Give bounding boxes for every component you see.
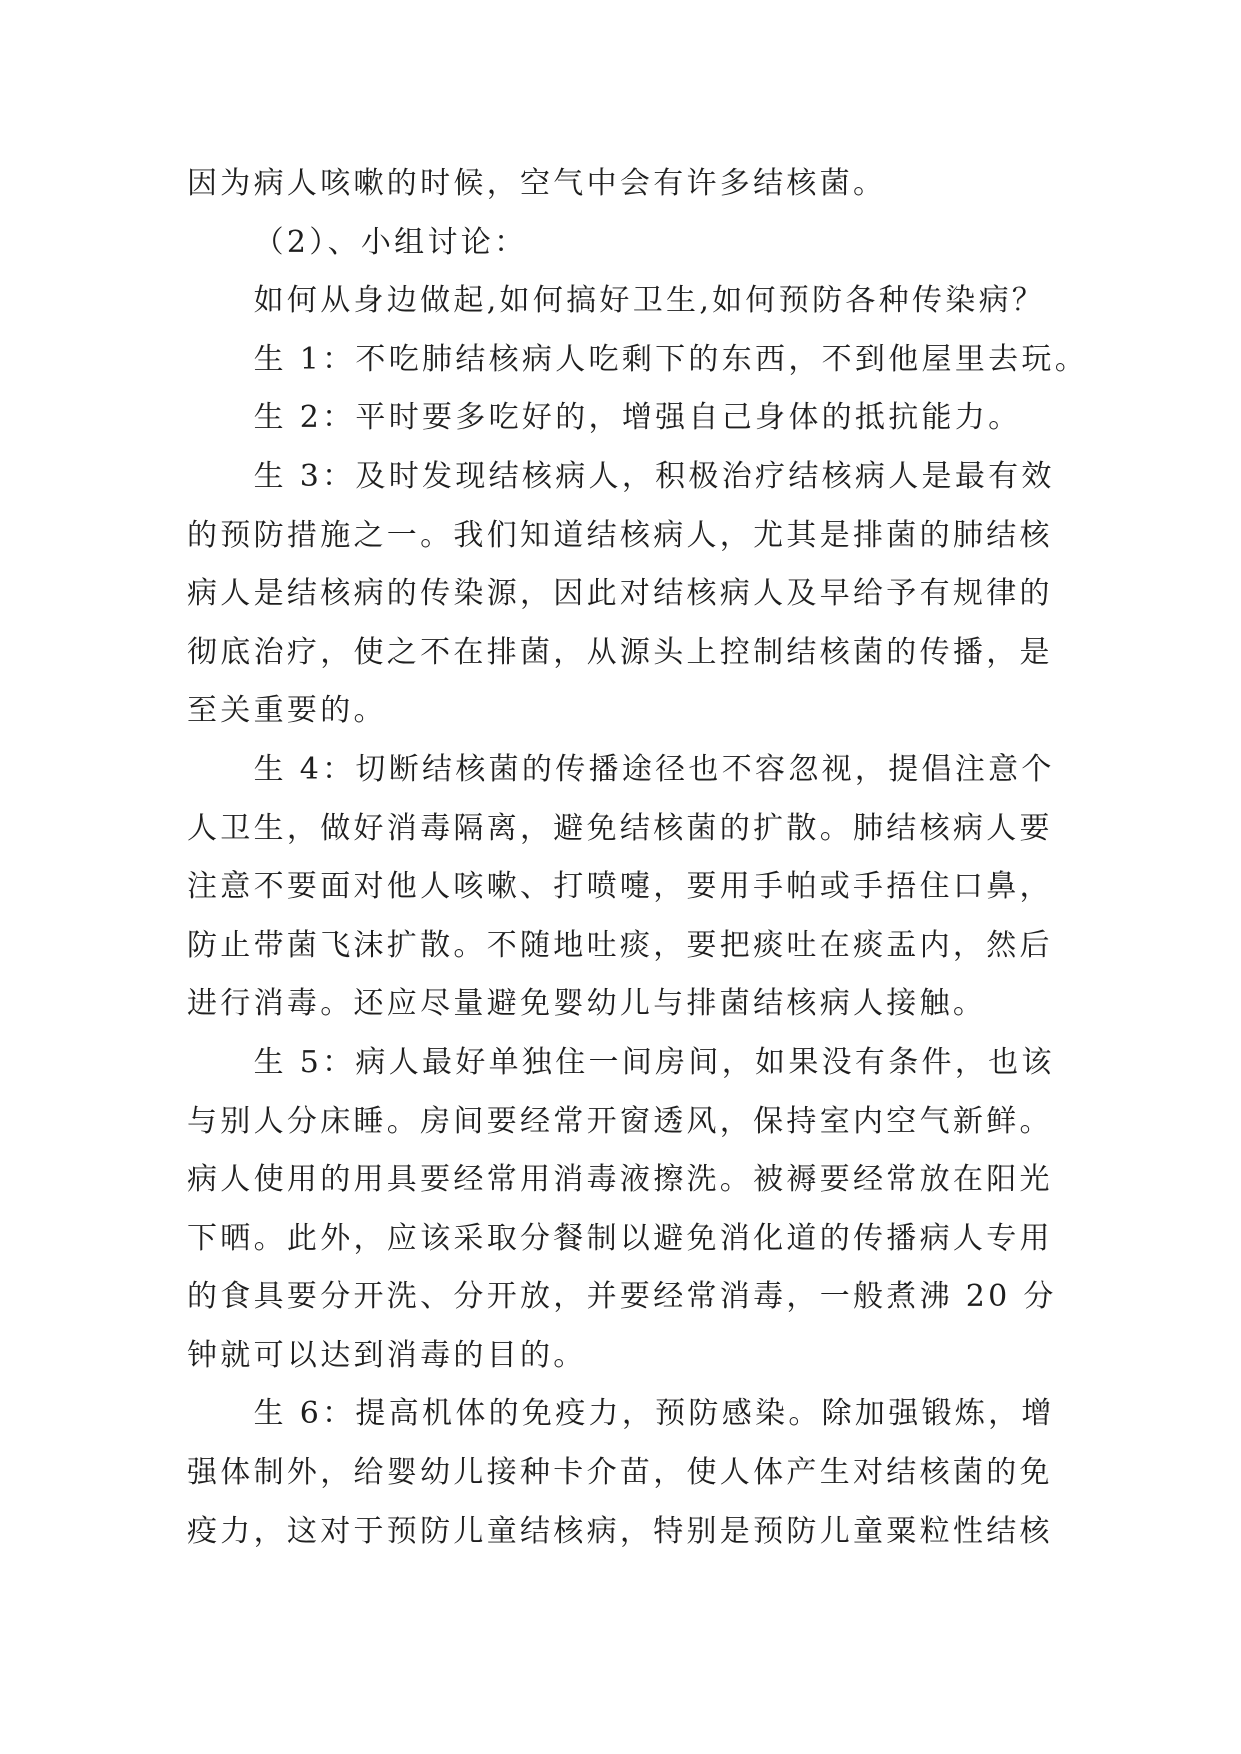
text-line: 生 3：及时发现结核病人，积极治疗结核病人是最有效 — [253, 458, 1055, 494]
text-line: 防止带菌飞沫扩散。不随地吐痰，要把痰吐在痰盂内，然后 — [187, 927, 1053, 963]
student-answer-6 — [187, 1385, 1087, 1561]
text-line: 至关重要的。 — [187, 693, 387, 729]
student-answer-4 — [187, 741, 1087, 1034]
text-line: 进行消毒。还应尽量避免婴幼儿与排菌结核病人接触。 — [187, 986, 987, 1022]
paragraph — [187, 155, 1087, 214]
text-line: 疫力，这对于预防儿童结核病，特别是预防儿童粟粒性结核 — [187, 1513, 1053, 1549]
text-line: 人卫生，做好消毒隔离，避免结核菌的扩散。肺结核病人要 — [187, 810, 1053, 846]
text-line: 生 5：病人最好单独住一间房间，如果没有条件，也该 — [253, 1044, 1055, 1080]
text-line: 病人是结核病的传染源，因此对结核病人及早给予有规律的 — [187, 576, 1053, 612]
text-line: 病人使用的用具要经常用消毒液擦洗。被褥要经常放在阳光 — [187, 1162, 1053, 1198]
text-line: 生 6：提高机体的免疫力，预防感染。除加强锻炼，增 — [253, 1396, 1055, 1432]
text-line: 生 1：不吃肺结核病人吃剩下的东西，不到他屋里去玩。 — [253, 341, 1089, 377]
discussion-question — [187, 272, 1087, 331]
text-line: 与别人分床睡。房间要经常开窗透风，保持室内空气新鲜。 — [187, 1103, 1053, 1139]
text-line: （2）、小组讨论： — [253, 224, 528, 260]
text-line: 如何从身边做起,如何搞好卫生,如何预防各种传染病？ — [253, 283, 1046, 319]
student-answer-5 — [187, 1034, 1087, 1386]
text-line: 注意不要面对他人咳嗽、打喷嚏，要用手帕或手捂住口鼻， — [187, 869, 1053, 905]
text-line: 生 4：切断结核菌的传播途径也不容忽视，提倡注意个 — [253, 751, 1055, 787]
text-line: 的预防措施之一。我们知道结核病人，尤其是排菌的肺结核 — [187, 517, 1053, 553]
document-body — [187, 155, 1087, 1561]
text-line: 强体制外，给婴幼儿接种卡介苗，使人体产生对结核菌的免 — [187, 1455, 1053, 1491]
text-line: 下晒。此外，应该采取分餐制以避免消化道的传播病人专用 — [187, 1220, 1053, 1256]
student-answer-3 — [187, 448, 1087, 741]
section-heading — [187, 214, 1087, 273]
text-line: 因为病人咳嗽的时候，空气中会有许多结核菌。 — [187, 166, 887, 201]
text-line: 生 2：平时要多吃好的，增强自己身体的抵抗能力。 — [253, 400, 1022, 436]
text-line: 钟就可以达到消毒的目的。 — [187, 1337, 587, 1373]
student-answer-2 — [187, 389, 1087, 448]
text-line: 的食具要分开洗、分开放，并要经常消毒，一般煮沸 20 分 — [187, 1279, 1057, 1315]
text-line: 彻底治疗，使之不在排菌，从源头上控制结核菌的传播，是 — [187, 634, 1053, 670]
student-answer-1 — [187, 331, 1087, 390]
